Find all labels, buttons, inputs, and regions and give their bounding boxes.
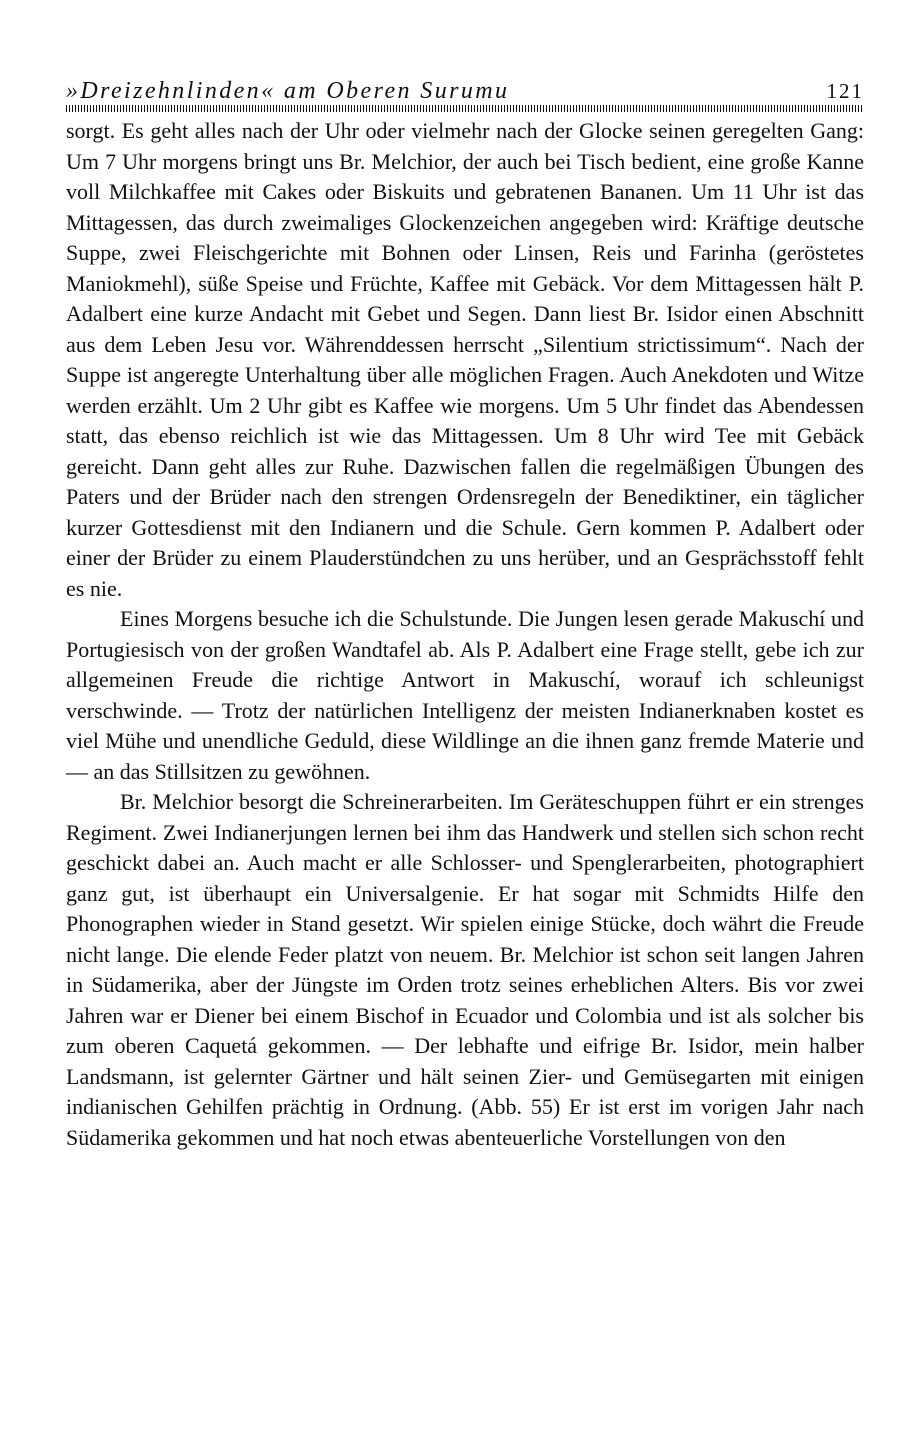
paragraph-continued: sorgt. Es geht alles nach der Uhr oder vielmehr nach der Glocke seinen geregelten Gang: Um 7 Uhr morgens bringt uns Br. Melchior, der auch bei Tisch bedient, eine große Kanne voll Milchkaffee mit Cakes oder Biskuits und gebratenen Bananen. Um 11 Uhr ist das Mittagessen, das durch zweimaliges Glockenzeichen angegeben wird: Kräftige deutsche Suppe, zwei Fleischgerichte mit Bohnen oder Linsen, Reis und Farinha (geröstetes Maniokmehl), süße Speise und Früchte, Kaffee mit Gebäck. Vor dem Mittagessen hält P. Adalbert eine kurze Andacht mit Gebet und Segen. Dann liest Br. Isidor einen Abschnitt aus dem Leben Jesu vor. Währenddessen herrscht „Silentium strictissimum“. Nach der Suppe ist angeregte Unterhaltung über alle möglichen Fragen. Auch Anekdoten und Witze werden erzählt. Um 2 Uhr gibt es Kaffee wie morgens. Um 5 Uhr findet das Abendessen statt, das ebenso reichlich ist wie das Mittagessen. Um 8 Uhr wird Tee mit Gebäck gereicht. Dann geht alles zur Ruhe. Dazwischen fallen die regelmäßigen Übungen des Paters und der Brüder nach den strengen Ordensregeln der Benediktiner, ein täglicher kurzer Gottesdienst mit den Indianern und die Schule. Gern kommen P. Adalbert oder einer der Brüder zu einem Plauderstündchen zu uns herüber, und an Gesprächsstoff fehlt es nie. [66,118,864,601]
paragraph-melchior: Br. Melchior besorgt die Schreinerarbeiten. Im Geräteschuppen führt er ein strenges Regiment. Zwei Indianerjungen lernen bei ihm das Handwerk und stellen sich schon recht geschickt dabei an. Auch macht er alle Schlosser- und Spenglerarbeiten, photographiert ganz gut, ist überhaupt ein Universalgenie. Er hat sogar mit Schmidts Hilfe den Phonographen wieder in Stand gesetzt. Wir spielen einige Stücke, doch währt die Freude nicht lange. Die elende Feder platzt von neuem. Br. Melchior ist schon seit langen Jahren in Südamerika, aber der Jüngste im Orden trotz seines erheblichen Alters. Bis vor zwei Jahren war er Diener bei einem Bischof in Ecuador und Colombia und ist als solcher bis zum oberen Caquetá gekommen. — Der lebhafte und eifrige Br. Isidor, mein halber Landsmann, ist gelernter Gärtner und hält seinen Zier- und Gemüsegarten mit einigen indianischen Gehilfen prächtig in Ordnung. (Abb. 55) Er ist erst im vorigen Jahr nach Südamerika gekommen und hat noch etwas abenteuerliche Vorstellungen von den [66,789,864,1150]
body-text [66,116,864,1153]
header-rule [66,105,864,112]
book-page [66,78,864,1153]
page-number: 121 [826,79,864,103]
running-title: »Dreizehnlinden« am Oberen Surumu [66,78,510,104]
running-head [66,78,864,104]
paragraph-schulstunde: Eines Morgens besuche ich die Schulstunde. Die Jungen lesen gerade Makuschí und Portugiesisch von der großen Wandtafel ab. Als P. Adalbert eine Frage stellt, gebe ich zur allgemeinen Freude die richtige Antwort in Makuschí, worauf ich schleunigst verschwinde. — Trotz der natürlichen Intelligenz der meisten Indianerknaben kostet es viel Mühe und unendliche Geduld, diese Wildlinge an die ihnen ganz fremde Materie und — an das Stillsitzen zu gewöhnen. [66,606,864,784]
